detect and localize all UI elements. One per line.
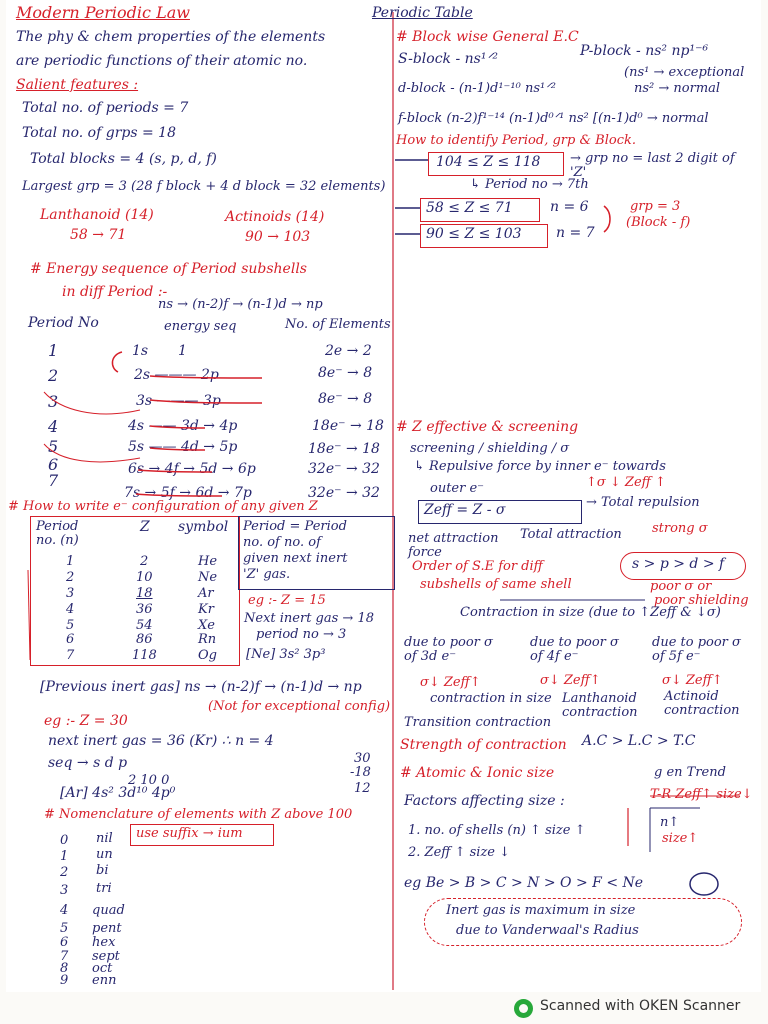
energy-row-seq: 5s —— 4d → 5p (128, 439, 238, 455)
energy-row-no: 6 (48, 455, 59, 474)
period-7th: ↳ Period no → 7th (470, 177, 589, 192)
n-equals-6: n = 6 (550, 199, 589, 215)
col-z: Z (140, 519, 150, 535)
energy-row-seq: 2s ——— 2p (134, 367, 219, 383)
energy-row-elements: 32e⁻ → 32 (308, 461, 380, 477)
arrow-n-up: n↑ (660, 815, 680, 830)
salient-heading: Salient features : (16, 77, 139, 93)
range-58-71: 58 ≤ Z ≤ 71 (426, 200, 513, 216)
factor-shells: 1. no. of shells (n) ↑ size ↑ (408, 823, 586, 838)
digit: 3 (60, 883, 69, 898)
largest-group: Largest grp = 3 (28 f block + 4 d block = 32 elements) (22, 179, 386, 194)
actinoid-label: Actinoids (14) (225, 209, 325, 225)
col-no-of-elements: No. of Elements (285, 317, 391, 332)
energy-formula: ns → (n-2)f → (n-1)d → np (158, 297, 323, 312)
col-symbol: symbol (178, 519, 229, 535)
grp-rule: → grp no = last 2 digit of 'Z' (570, 151, 735, 181)
calc-12: 12 (354, 781, 371, 796)
screening: screening / shielding / σ (410, 441, 570, 456)
strength-of-contraction: Strength of contraction (400, 737, 567, 753)
gas-row-z: 2 (140, 554, 149, 569)
range-90-103: 90 ≤ Z ≤ 103 (426, 226, 522, 242)
poor-sigma: poor σ or (650, 579, 712, 594)
gas-row-symbol: Kr (198, 602, 214, 617)
block-f: (Block - f) (626, 215, 691, 230)
lanthanoid-contraction: Lanthanoid contraction (562, 691, 638, 721)
rule-line-2: no. of no. of (243, 535, 321, 550)
gas-row-z: 86 (136, 632, 153, 647)
order-title-1: Order of S.E for diff (412, 559, 543, 574)
digit: 7 (60, 949, 69, 964)
eg-z30: eg :- Z = 30 (44, 713, 128, 729)
gas-row-n: 6 (66, 632, 75, 647)
tr-zeff-size: T-R Zeff↑ size↓ (650, 787, 753, 802)
not-exceptional: (Not for exceptional config) (208, 699, 391, 714)
digit: 2 (60, 865, 69, 880)
seq-30-superscripts: 2 10 0 (128, 773, 170, 788)
energy-row-elements: 2e → 2 (325, 343, 372, 359)
digit-name: enn (92, 973, 117, 988)
d-block-normal: ns² → normal (634, 81, 721, 96)
rule-line-1: Period = Period (243, 519, 347, 534)
order-s-p-d-f: s > p > d > f (632, 556, 725, 572)
general-trend: g en Trend (654, 765, 726, 780)
left-title: Modern Periodic Law (16, 3, 190, 22)
law-line-2: are periodic functions of their atomic no. (16, 53, 308, 69)
total-groups: Total no. of grps = 18 (22, 125, 176, 141)
contraction-in-size: Contraction in size (due to ↑Zeff & ↓σ) (460, 605, 721, 620)
col-period-n: Period no. (n) (36, 519, 79, 549)
total-blocks: Total blocks = 4 (s, p, d, f) (30, 151, 217, 167)
previous-inert-gas-rule: [Previous inert gas] ns → (n-2)f → (n-1)d → np (40, 679, 362, 695)
d-block: d-block - (n-1)d¹⁻¹⁰ ns¹ᐟ² (398, 81, 556, 96)
next-inert-30: next inert gas = 36 (Kr) ∴ n = 4 (48, 733, 274, 749)
digit: 5 (60, 921, 69, 936)
factor-zeff: 2. Zeff ↑ size ↓ (408, 845, 511, 860)
identify-title: How to identify Period, grp & Block. (396, 133, 636, 148)
digit: 4 (60, 903, 69, 918)
period-no-3: period no → 3 (256, 627, 347, 642)
use-suffix-ium: use suffix → ium (136, 826, 243, 841)
zeff-up: σ↓ Zeff↑ (540, 673, 601, 688)
digit-name: hex (92, 935, 116, 950)
rule-line-4: 'Z' gas. (243, 567, 291, 582)
scanner-watermark: Scanned with OKEN Scanner (540, 998, 741, 1014)
digit: 9 (60, 973, 69, 988)
grp-3: grp = 3 (630, 199, 681, 214)
sigma-zeff: ↑σ ↓ Zeff ↑ (586, 475, 666, 490)
gas-row-symbol: Ar (198, 586, 214, 601)
energy-row-no: 4 (48, 417, 59, 436)
energy-row-seq: 7s → 5f → 6d → 7p (124, 485, 252, 501)
next-inert-gas: Next inert gas → 18 (244, 611, 374, 626)
col-energy-seq: energy seq (164, 319, 237, 334)
contraction-label: contraction in size (430, 691, 552, 706)
gas-row-symbol: Xe (198, 618, 215, 633)
energy-row-seq: 3s ——— 3p (136, 393, 221, 409)
digit-name: un (96, 847, 113, 862)
energy-row-elements: 8e⁻ → 8 (318, 391, 373, 407)
gas-row-n: 1 (66, 554, 75, 569)
digit-name: pent (92, 921, 122, 936)
oken-logo-icon (514, 999, 533, 1018)
zeff-title: # Z effective & screening (396, 419, 579, 435)
strength-order: A.C > L.C > T.C (582, 733, 696, 749)
gas-row-n: 3 (66, 586, 75, 601)
right-title: Periodic Table (372, 5, 473, 21)
gas-row-n: 4 (66, 602, 75, 617)
total-repulsion: → Total repulsion (586, 495, 700, 510)
factors-affecting-size: Factors affecting size : (404, 793, 565, 809)
energy-title-1: # Energy sequence of Period subshells (30, 261, 307, 277)
energy-row-elements: 32e⁻ → 32 (308, 485, 380, 501)
zeff-equation: Zeff = Z - σ (424, 502, 506, 518)
outer-electron: outer e⁻ (430, 481, 485, 496)
gas-row-symbol: Rn (198, 632, 217, 647)
gas-row-z: 54 (136, 618, 153, 633)
energy-title-2: in diff Period :- (62, 284, 168, 300)
s-block: S-block - ns¹ᐟ² (398, 51, 499, 67)
energy-row-extra: 1 (178, 343, 187, 359)
strong-sigma: strong σ (652, 521, 708, 536)
energy-row-no: 3 (48, 392, 59, 411)
eg-z15: eg :- Z = 15 (248, 593, 326, 608)
energy-row-elements: 18e⁻ → 18 (312, 418, 384, 434)
col-period-no: Period No (28, 315, 99, 331)
nomenclature-title: # Nomenclature of elements with Z above 100 (44, 807, 353, 822)
lanthanoid-range: 58 → 71 (70, 227, 127, 243)
digit-name: quad (92, 903, 125, 918)
energy-row-no: 1 (48, 341, 59, 360)
digit: 0 (60, 833, 69, 848)
actinoid-range: 90 → 103 (245, 229, 311, 245)
digit: 6 (60, 935, 69, 950)
due-poor-4f: due to poor σ of 4f e⁻ (530, 635, 619, 665)
ar-config: [Ar] 4s² 3d¹⁰ 4p⁰ (60, 785, 176, 801)
inert-note-2: due to Vanderwaal's Radius (456, 923, 639, 938)
zeff-up: σ↓ Zeff↑ (420, 675, 481, 690)
digit-name: bi (96, 863, 109, 878)
digit: 8 (60, 961, 69, 976)
gas-row-symbol: Ne (198, 570, 218, 585)
arrow-size-up: size↑ (662, 831, 699, 846)
due-poor-5f: due to poor σ of 5f e⁻ (652, 635, 741, 665)
d-block-exceptional: (ns¹ → exceptional (624, 65, 745, 80)
f-block: f-block (n-2)f¹⁻¹⁴ (n-1)d⁰ᐟ¹ ns² [(n-1)d⁰ → normal (398, 111, 709, 126)
rule-line-3: given next inert (243, 551, 348, 566)
zeff-up: σ↓ Zeff↑ (662, 673, 723, 688)
energy-row-no: 7 (48, 471, 59, 490)
digit-name: sept (92, 949, 120, 964)
example-order: eg Be > B > C > N > O > F < Ne (404, 875, 644, 891)
energy-row-no: 5 (48, 437, 59, 456)
digit: 1 (60, 849, 69, 864)
digit-name: tri (96, 881, 112, 896)
energy-row-seq: 6s → 4f → 5d → 6p (128, 461, 256, 477)
range-104-118: 104 ≤ Z ≤ 118 (436, 154, 541, 170)
repulsive-force: ↳ Repulsive force by inner e⁻ towards (414, 459, 666, 474)
digit-name: oct (92, 961, 113, 976)
gas-row-symbol: He (198, 554, 218, 569)
calc-minus-18: -18 (350, 765, 371, 780)
law-line-1: The phy & chem properties of the elements (16, 29, 326, 45)
block-title: # Block wise General E.C (396, 29, 579, 45)
energy-row-elements: 8e⁻ → 8 (318, 365, 373, 381)
calc-30: 30 (354, 751, 371, 766)
config-title: # How to write e⁻ configuration of any given Z (8, 499, 318, 514)
energy-row-seq: 1s (132, 343, 149, 359)
total-periods: Total no. of periods = 7 (22, 100, 189, 116)
lanthanoid-label: Lanthanoid (14) (40, 207, 154, 223)
gas-row-n: 5 (66, 618, 75, 633)
total-attraction: Total attraction (520, 527, 622, 542)
energy-row-no: 2 (48, 366, 59, 385)
gas-row-n: 7 (66, 648, 75, 663)
gas-row-z: 118 (132, 648, 157, 663)
gas-row-z: 10 (136, 570, 153, 585)
order-title-2: subshells of same shell (420, 577, 572, 592)
actinoid-contraction: Actinoid contraction (664, 689, 740, 719)
seq-30: seq → s d p (48, 755, 128, 771)
net-attraction: net attraction force (408, 531, 499, 561)
ne-config: [Ne] 3s² 3p³ (246, 647, 326, 662)
p-block: P-block - ns² np¹⁻⁶ (580, 43, 709, 59)
gas-row-symbol: Og (198, 648, 217, 663)
due-poor-3d: due to poor σ of 3d e⁻ (404, 635, 493, 665)
n-equals-7: n = 7 (556, 225, 595, 241)
gas-row-z: 36 (136, 602, 153, 617)
gas-row-z: 18 (136, 586, 153, 601)
energy-row-elements: 18e⁻ → 18 (308, 441, 380, 457)
transition-contraction: Transition contraction (404, 715, 552, 730)
energy-row-seq: 4s —— 3d → 4p (128, 418, 238, 434)
atomic-ionic-title: # Atomic & Ionic size (400, 765, 555, 781)
inert-note-1: Inert gas is maximum in size (446, 903, 636, 918)
digit-name: nil (96, 831, 113, 846)
poor-shielding: poor shielding (654, 593, 749, 608)
gas-row-n: 2 (66, 570, 75, 585)
